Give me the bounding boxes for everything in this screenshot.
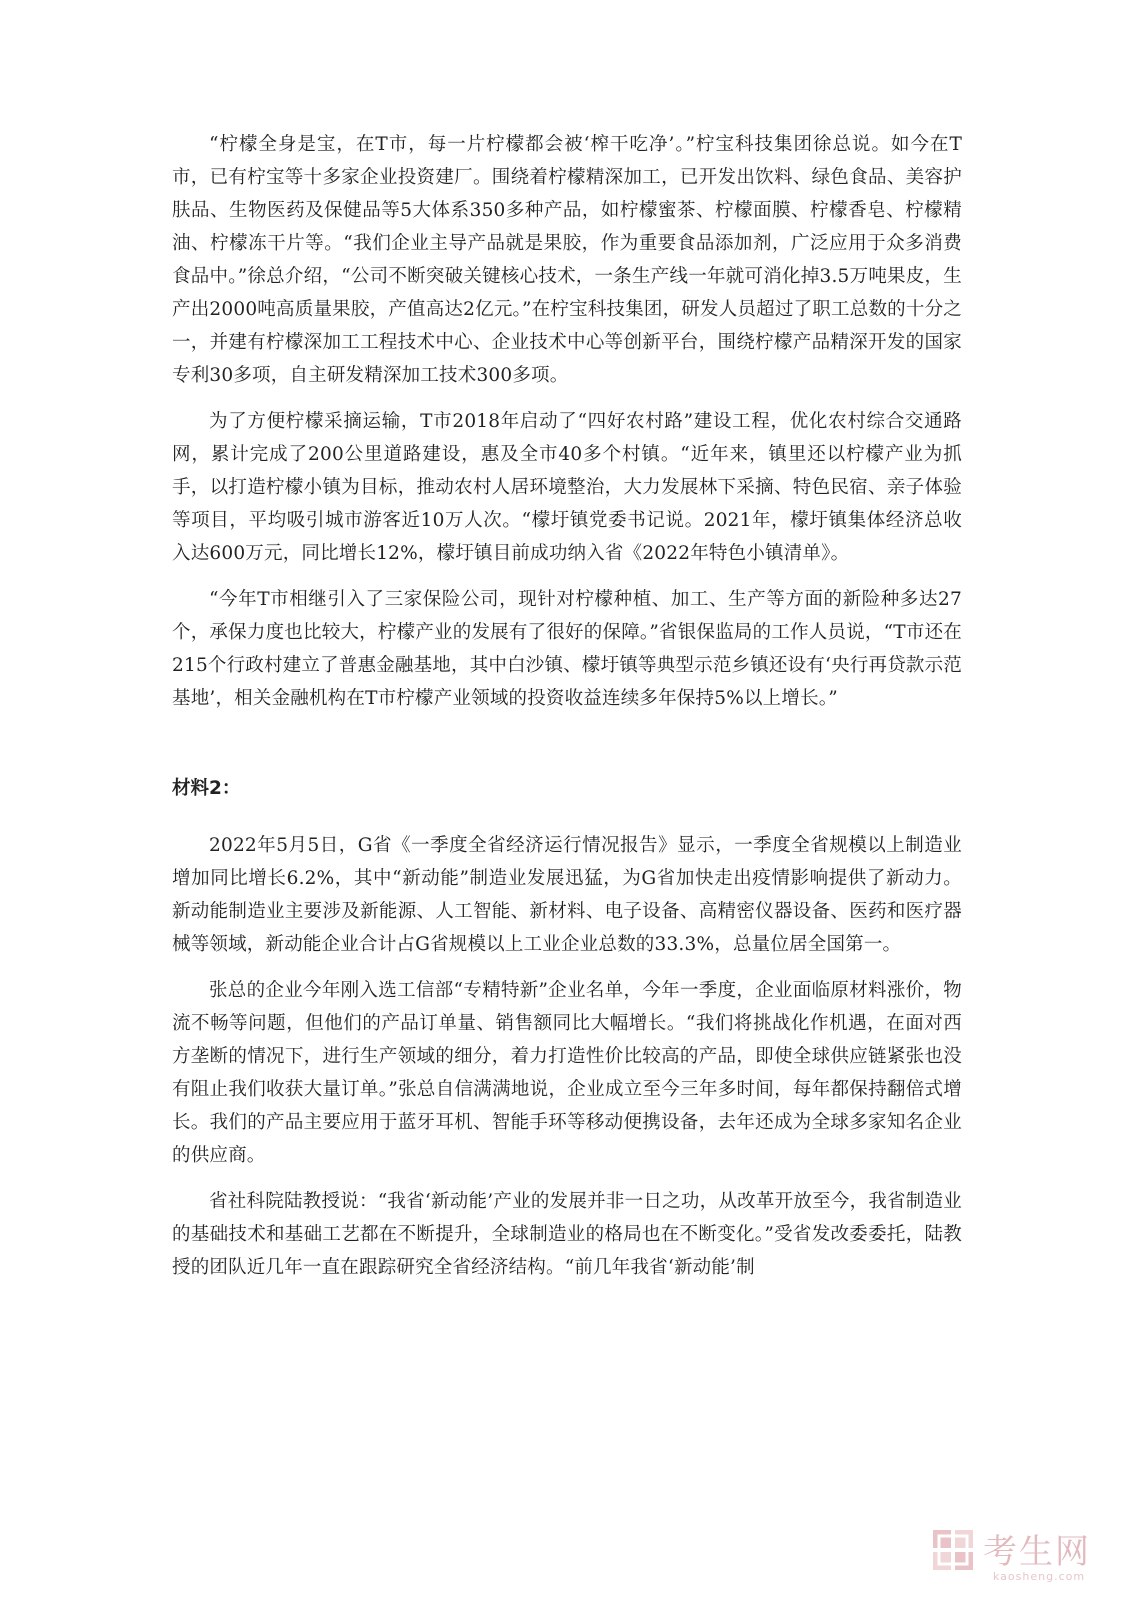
section-heading-material-2: 材料2： [172, 778, 241, 799]
paragraph-rural-roads: 为了方便柠檬采摘运输，T市2018年启动了“四好农村路”建设工程，优化农村综合交通路网，累计完成了200公里道路建设，惠及全市40多个村镇。“近年来，镇里还以柠檬产业为抓手，以打造柠檬小镇为目标，推动农村人居环境整治，大力发展林下采摘、特色民宿、亲子体验等项目，平均吸引城市游客近10万人次。“檬圩镇党委书记说。2021年，檬圩镇集体经济总收入达600万元，同比增长12%，檬圩镇目前成功纳入省《2022年特色小镇清单》。 [172, 411, 962, 564]
watermark-text: 考生网 [983, 1532, 1091, 1572]
paragraph-specialized-enterprise: 张总的企业今年刚入选工信部“专精特新”企业名单，今年一季度，企业面临原材料涨价，物流不畅等问题，但他们的产品订单量、销售额同比大幅增长。“我们将挑战化作机遇，在面对西方垄断的情况下，进行生产领域的细分，着力打造性价比较高的产品，即使全球供应链紧张也没有阻止我们收获大量订单。”张总自信满满地说，企业成立至今三年多时间，每年都保持翻倍式增长。我们的产品主要应用于蓝牙耳机、智能手环等移动便携设备，去年还成为全球多家知名企业的供应商。 [172, 980, 962, 1166]
kaosheng-logo-icon [931, 1528, 975, 1572]
document-page [172, 128, 962, 1284]
paragraph-professor-lu: 省社科院陆教授说：“我省‘新动能’产业的发展并非一日之功，从改革开放至今，我省制造业的基础技术和基础工艺都在不断提升，全球制造业的格局也在不断变化。”受省发改委委托，陆教授的团队近几年一直在跟踪研究全省经济结构。“前几年我省‘新动能’制 [172, 1191, 962, 1278]
watermark [931, 1526, 1111, 1586]
paragraph-economic-report: 2022年5月5日，G省《一季度全省经济运行情况报告》显示，一季度全省规模以上制造业增加同比增长6.2%，其中“新动能”制造业发展迅猛，为G省加快走出疫情影响提供了新动力。新动能制造业主要涉及新能源、人工智能、新材料、电子设备、高精密仪器设备、医药和医疗器械等领域，新动能企业合计占G省规模以上工业企业总数的33.3%，总量位居全国第一。 [172, 835, 962, 955]
watermark-domain: kaosheng.com [993, 1570, 1086, 1583]
paragraph-lemon-industry: “柠檬全身是宝，在T市，每一片柠檬都会被‘榨干吃净’。”柠宝科技集团徐总说。如今在T市，已有柠宝等十多家企业投资建厂。围绕着柠檬精深加工，已开发出饮料、绿色食品、美容护肤品、生物医药及保健品等5大体系350多种产品，如柠檬蜜茶、柠檬面膜、柠檬香皂、柠檬精油、柠檬冻干片等。“我们企业主导产品就是果胶，作为重要食品添加剂，广泛应用于众多消费食品中。”徐总介绍，“公司不断突破关键核心技术，一条生产线一年就可消化掉3.5万吨果皮，生产出2000吨高质量果胶，产值高达2亿元。”在柠宝科技集团，研发人员超过了职工总数的十分之一，并建有柠檬深加工工程技术中心、企业技术中心等创新平台，围绕柠檬产品精深开发的国家专利30多项，自主研发精深加工技术300多项。 [172, 134, 962, 386]
paragraph-insurance: “今年T市相继引入了三家保险公司，现针对柠檬种植、加工、生产等方面的新险种多达27个，承保力度也比较大，柠檬产业的发展有了很好的保障。”省银保监局的工作人员说，“T市还在215个行政村建立了普惠金融基地，其中白沙镇、檬圩镇等典型示范乡镇还设有‘央行再贷款示范基地’，相关金融机构在T市柠檬产业领域的投资收益连续多年保持5%以上增长。” [172, 589, 962, 709]
